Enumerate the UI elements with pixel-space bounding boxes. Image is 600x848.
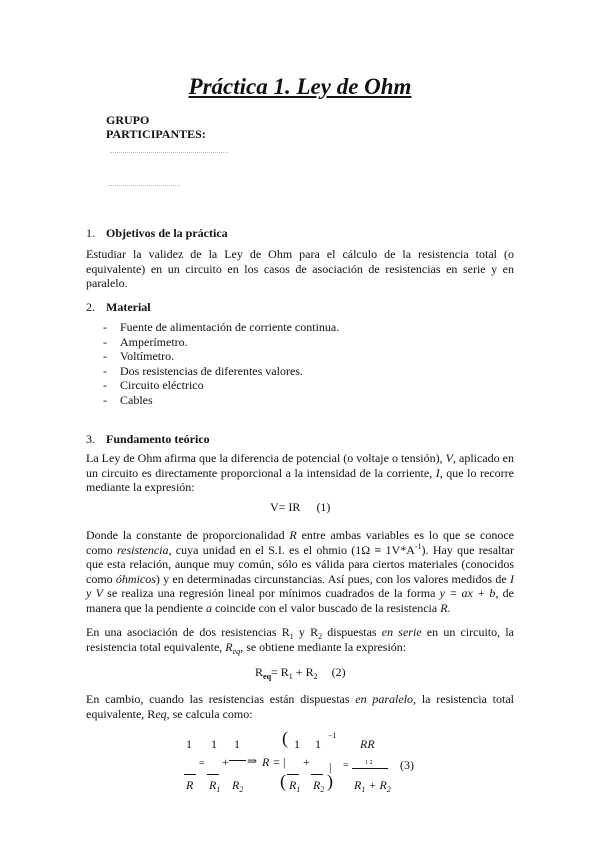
section-3-number: 3. [86, 432, 95, 446]
material-item: Voltímetro. [120, 349, 175, 363]
eq3-fraction-bar [352, 768, 388, 769]
paragraph-parallel: En cambio, cuando las resistencias están dispuestas en paralelo, la resistencia total equivalente, Req, se calcula como: [86, 692, 514, 721]
eq3-plus-2: + [303, 755, 310, 769]
eq3-fraction-bar [311, 774, 323, 775]
eq3-den-r1b: $R_1$ [289, 778, 301, 794]
list-bullet: - [103, 334, 107, 349]
material-item: Dos resistencias de diferentes valores. [120, 363, 303, 378]
eq3-num-5: 1 [315, 737, 321, 751]
eq3-fraction-bar [207, 774, 219, 775]
section-1-heading: Objetivos de la práctica [106, 226, 228, 240]
eq3-den-r2b: $R_2$ [313, 778, 325, 794]
eq3-num-4: 1 [294, 737, 300, 751]
participant-line [108, 185, 180, 187]
eq3-num-2: 1 [211, 737, 217, 751]
eq3-close-paren: ) [327, 771, 333, 791]
eq3-den-r1: $R_1$ [209, 778, 221, 794]
list-bullet: - [103, 349, 107, 363]
eq3-equals: = [199, 758, 205, 769]
section-1-number: 1. [86, 226, 95, 240]
equation-1: V= IR (1) [270, 500, 331, 514]
section-3-heading: Fundamento teórico [106, 432, 210, 446]
eq3-bar-1: | [283, 755, 286, 769]
material-item: Circuito eléctrico [120, 378, 204, 392]
material-item: Fuente de alimentación de corriente continua. [120, 320, 340, 334]
list-bullet: - [103, 363, 107, 378]
list-bullet: - [103, 392, 107, 407]
eq3-num-1: 1 [186, 737, 192, 751]
eq3-blank [229, 760, 246, 761]
section-1-text: Estudiar la validez de la Ley de Ohm para el cálculo de la resistencia total (o equivalente) en un circuito en los casos de asociación de resistencias en serie y en paralelo. [86, 247, 514, 290]
eq3-r-equals: R = [262, 755, 281, 769]
eq3-close-bracket-left: ( [280, 771, 286, 791]
eq3-fraction-bar [287, 774, 299, 775]
section-2-number: 2. [86, 300, 95, 314]
eq3-exponent: −1 [328, 731, 337, 740]
material-item: Amperímetro. [120, 334, 188, 349]
eq3-fraction-bar [184, 774, 196, 775]
eq3-equals-2: = [343, 760, 349, 771]
eq3-plus: + [222, 755, 229, 769]
page-title: Práctica 1. Ley de Ohm [188, 74, 412, 99]
eq3-den-r2: $R_2$ [232, 778, 244, 794]
eq3-open-paren: ( [282, 728, 288, 748]
list-bullet: - [103, 378, 107, 392]
paragraph-resistance: Donde la constante de proporcionalidad R entre ambas variables es lo que se conoce como resistencia, cuya unidad en el S.I. es el ohmio $(1\Omega \equiv 1V*A^{-1})$. Hay que resaltar que esta relación, aunque muy común, sólo es válida para ciertos materiales (conocidos como óhmicos) y en determinadas circunstancias. Así pues, con los valores medidos de I y V se realiza una regresión lineal por mínimos cuadrados de la forma y = ax + b, de manera que la pendiente a coincide con el valor buscado de la resistencia R. [86, 528, 515, 615]
group-label: GRUPO [106, 113, 150, 127]
section-2-heading: Material [106, 300, 151, 314]
participant-line [110, 152, 228, 154]
eq3-bar-2: | [329, 760, 332, 774]
participants-label: PARTICIPANTES: [106, 127, 206, 141]
eq3-number: (3) [400, 758, 414, 772]
eq3-rr: RR [360, 737, 375, 751]
eq3-num-3: 1 [234, 737, 240, 751]
list-bullet: - [103, 320, 107, 334]
eq3-den-sum: $R_1 + R_2$ [354, 778, 391, 794]
paragraph-ohm-law: La Ley de Ohm afirma que la diferencia de potencial (o voltaje o tensión), V, aplicado en un circuito es directamente proporcional a la intensidad de la corriente, I, que lo recorre mediante la expresión: [86, 451, 514, 494]
eq3-arrow: ⇒ [247, 754, 258, 768]
equation-2: $R_{eq}= R_1 + R_2$ (2) [255, 665, 346, 681]
material-item: Cables [120, 392, 153, 407]
eq3-den-r: R [186, 778, 194, 792]
paragraph-series: En una asociación de dos resistencias $R_1$ y $R_2$ dispuestas en serie en un circuito, la resistencia total equivalente, $R_{eq}$, se obtiene mediante la expresión: [86, 625, 514, 656]
eq3-rr-subs: 1 2 [365, 760, 373, 766]
